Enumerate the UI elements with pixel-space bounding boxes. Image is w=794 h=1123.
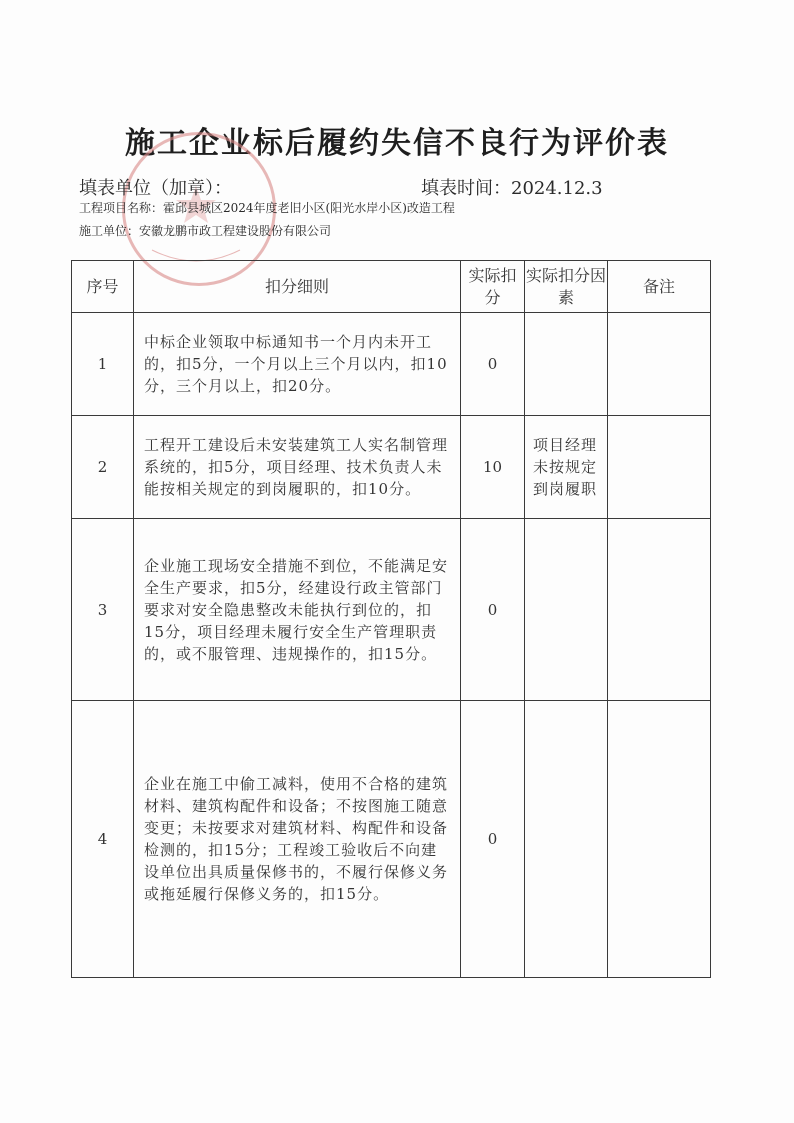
row-no: 4 [72, 701, 134, 978]
row-reason [525, 313, 608, 416]
row-no: 1 [72, 313, 134, 416]
fill-time-label: 填表时间： [421, 178, 511, 199]
row-rule: 企业在施工中偷工减料，使用不合格的建筑材料、建筑构配件和设备；不按图施工随意变更；未按要求对建筑材料、构配件和设备检测的，扣15分；工程竣工验收后不向建设单位出具质量保修书的，不履行保修义务或拖延履行保修义务的，扣15分。 [134, 701, 461, 978]
row-reason [525, 701, 608, 978]
contractor-label: 施工单位： [79, 224, 140, 238]
row-deduct: 0 [461, 313, 525, 416]
header-deduct: 实际扣分 [461, 261, 525, 313]
row-deduct: 10 [461, 416, 525, 519]
project-value: 霍邱县城区2024年度老旧小区(阳光水岸小区)改造工程 [163, 201, 455, 215]
row-rule: 中标企业领取中标通知书一个月内未开工的，扣5分，一个月以上三个月以内，扣10分，三个月以上，扣20分。 [134, 313, 461, 416]
row-no: 3 [72, 519, 134, 701]
page-title: 施工企业标后履约失信不良行为评价表 [125, 126, 669, 161]
row-rule: 工程开工建设后未安装建筑工人实名制管理系统的，扣5分，项目经理、技术负责人未能按相关规定的到岗履职的，扣10分。 [134, 416, 461, 519]
header-rule: 扣分细则 [134, 261, 461, 313]
header-no: 序号 [72, 261, 134, 313]
row-rule: 企业施工现场安全措施不到位，不能满足安全生产要求，扣5分，经建设行政主管部门要求对安全隐患整改未能执行到位的，扣15分，项目经理未履行安全生产管理职责的，或不服管理、违规操作的，扣15分。 [134, 519, 461, 701]
row-deduct: 0 [461, 519, 525, 701]
fill-time [421, 174, 603, 200]
contractor-name [79, 222, 331, 239]
row-remark [608, 416, 711, 519]
header-remark: 备注 [608, 261, 711, 313]
row-remark [608, 313, 711, 416]
contractor-value: 安徽龙鹏市政工程建设股份有限公司 [139, 224, 332, 238]
table-header-row [72, 261, 711, 313]
fill-time-value: 2024.12.3 [511, 178, 603, 199]
evaluation-table [71, 260, 711, 978]
fill-unit-label: 填表单位（加章）： [79, 178, 232, 199]
row-remark [608, 701, 711, 978]
table-row [72, 313, 711, 416]
row-deduct: 0 [461, 701, 525, 978]
table-row [72, 701, 711, 978]
row-no: 2 [72, 416, 134, 519]
header-reason: 实际扣分因素 [525, 261, 608, 313]
row-reason [525, 519, 608, 701]
project-label: 工程项目名称： [79, 201, 164, 215]
table-row [72, 416, 711, 519]
table-row [72, 519, 711, 701]
row-reason: 项目经理未按规定到岗履职 [525, 416, 608, 519]
project-name [79, 199, 455, 216]
row-remark [608, 519, 711, 701]
